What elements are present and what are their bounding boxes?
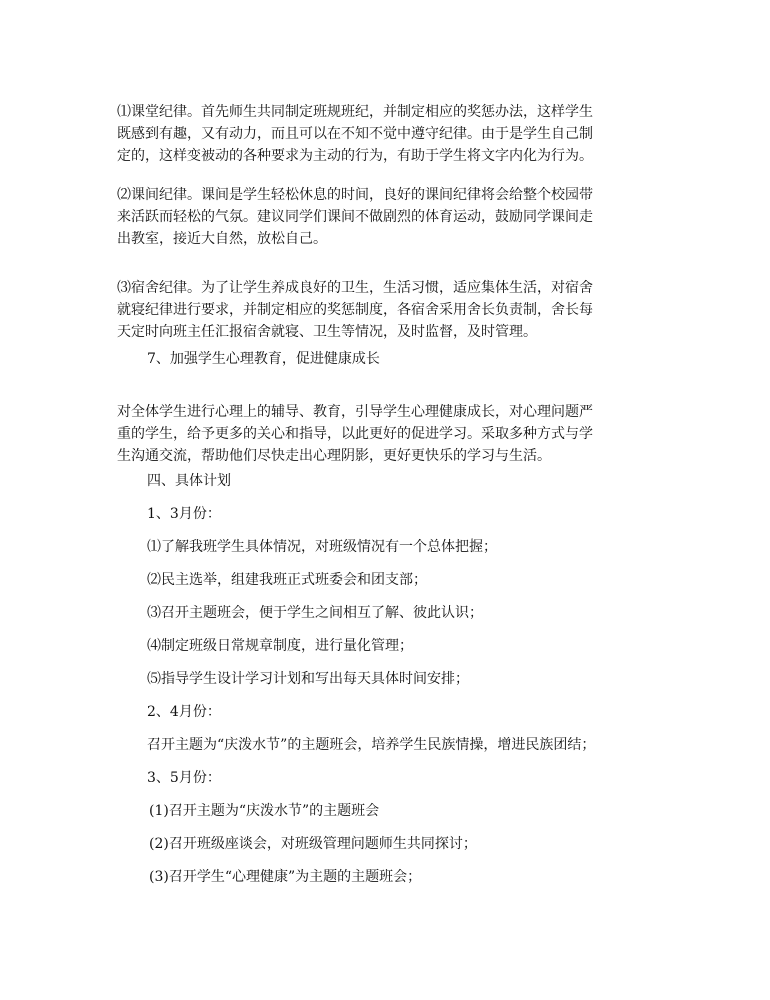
paragraph-psych-education — [117, 401, 657, 467]
paragraph-line: 就寝纪律进行要求，并制定相应的奖惩制度，各宿舍采用舍长负责制，舍长每 — [117, 302, 593, 318]
may-item: (3)召开学生“心理健康”为主题的主题班会； — [149, 869, 422, 885]
march-item: ⑵民主选举，组建我班正式班委会和团支部； — [147, 572, 427, 588]
paragraph-line: ⑴课堂纪律。首先师生共同制定班规班纪，并制定相应的奖惩办法，这样学生 — [117, 104, 593, 120]
paragraph-line: 生沟通交流，帮助他们尽快走出心理阴影，更好更快乐的学习与生活。 — [117, 448, 551, 464]
march-item: ⑴了解我班学生具体情况，对班级情况有一个总体把握； — [147, 539, 497, 555]
march-item: ⑶召开主题班会，便于学生之间相互了解、彼此认识； — [147, 605, 483, 621]
heading-psych-education: 7、加强学生心理教育，促进健康成长 — [147, 351, 380, 367]
paragraph-line: 天定时向班主任汇报宿舍就寝、卫生等情况，及时监督，及时管理。 — [117, 324, 537, 340]
paragraph-line: 定的，这样变被动的各种要求为主动的行为，有助于学生将文字内化为行为。 — [117, 148, 593, 164]
april-item: 召开主题为“庆泼水节”的主题班会，培养学生民族情操，增进民族团结； — [147, 737, 596, 753]
paragraph-line: 重的学生，给予更多的关心和指导，以此更好的促进学习。采取多种方式与学 — [117, 426, 593, 442]
march-heading: 1、3月份： — [147, 506, 221, 522]
march-item: ⑸指导学生设计学习计划和写出每天具体时间安排； — [147, 671, 469, 687]
paragraph-dorm-discipline — [117, 277, 657, 343]
paragraph-line: 既感到有趣，又有动力，而且可以在不知不觉中遵守纪律。由于是学生自己制 — [117, 126, 593, 142]
paragraph-line: 出教室，接近大自然，放松自己。 — [117, 231, 327, 247]
paragraph-line: 来活跃而轻松的气氛。建议同学们课间不做剧烈的体育运动，鼓励同学课间走 — [117, 209, 593, 225]
paragraph-line: ⑶宿舍纪律。为了让学生养成良好的卫生，生活习惯，适应集体生活，对宿舍 — [117, 280, 593, 296]
may-item: (1)召开主题为“庆泼水节”的主题班会 — [149, 803, 380, 819]
paragraph-recess-discipline — [117, 184, 657, 250]
april-heading: 2、4月份： — [147, 704, 221, 720]
paragraph-line: ⑵课间纪律。课间是学生轻松休息的时间，良好的课间纪律将会给整个校园带 — [117, 187, 593, 203]
section-heading-plan: 四、具体计划 — [147, 473, 231, 489]
may-item: (2)召开班级座谈会，对班级管理问题师生共同探讨； — [149, 836, 477, 852]
may-heading: 3、5月份： — [147, 770, 221, 786]
paragraph-line: 对全体学生进行心理上的辅导、教育，引导学生心理健康成长，对心理问题严 — [117, 404, 593, 420]
march-item: ⑷制定班级日常规章制度，进行量化管理； — [147, 638, 413, 654]
paragraph-classroom-discipline — [117, 101, 657, 167]
